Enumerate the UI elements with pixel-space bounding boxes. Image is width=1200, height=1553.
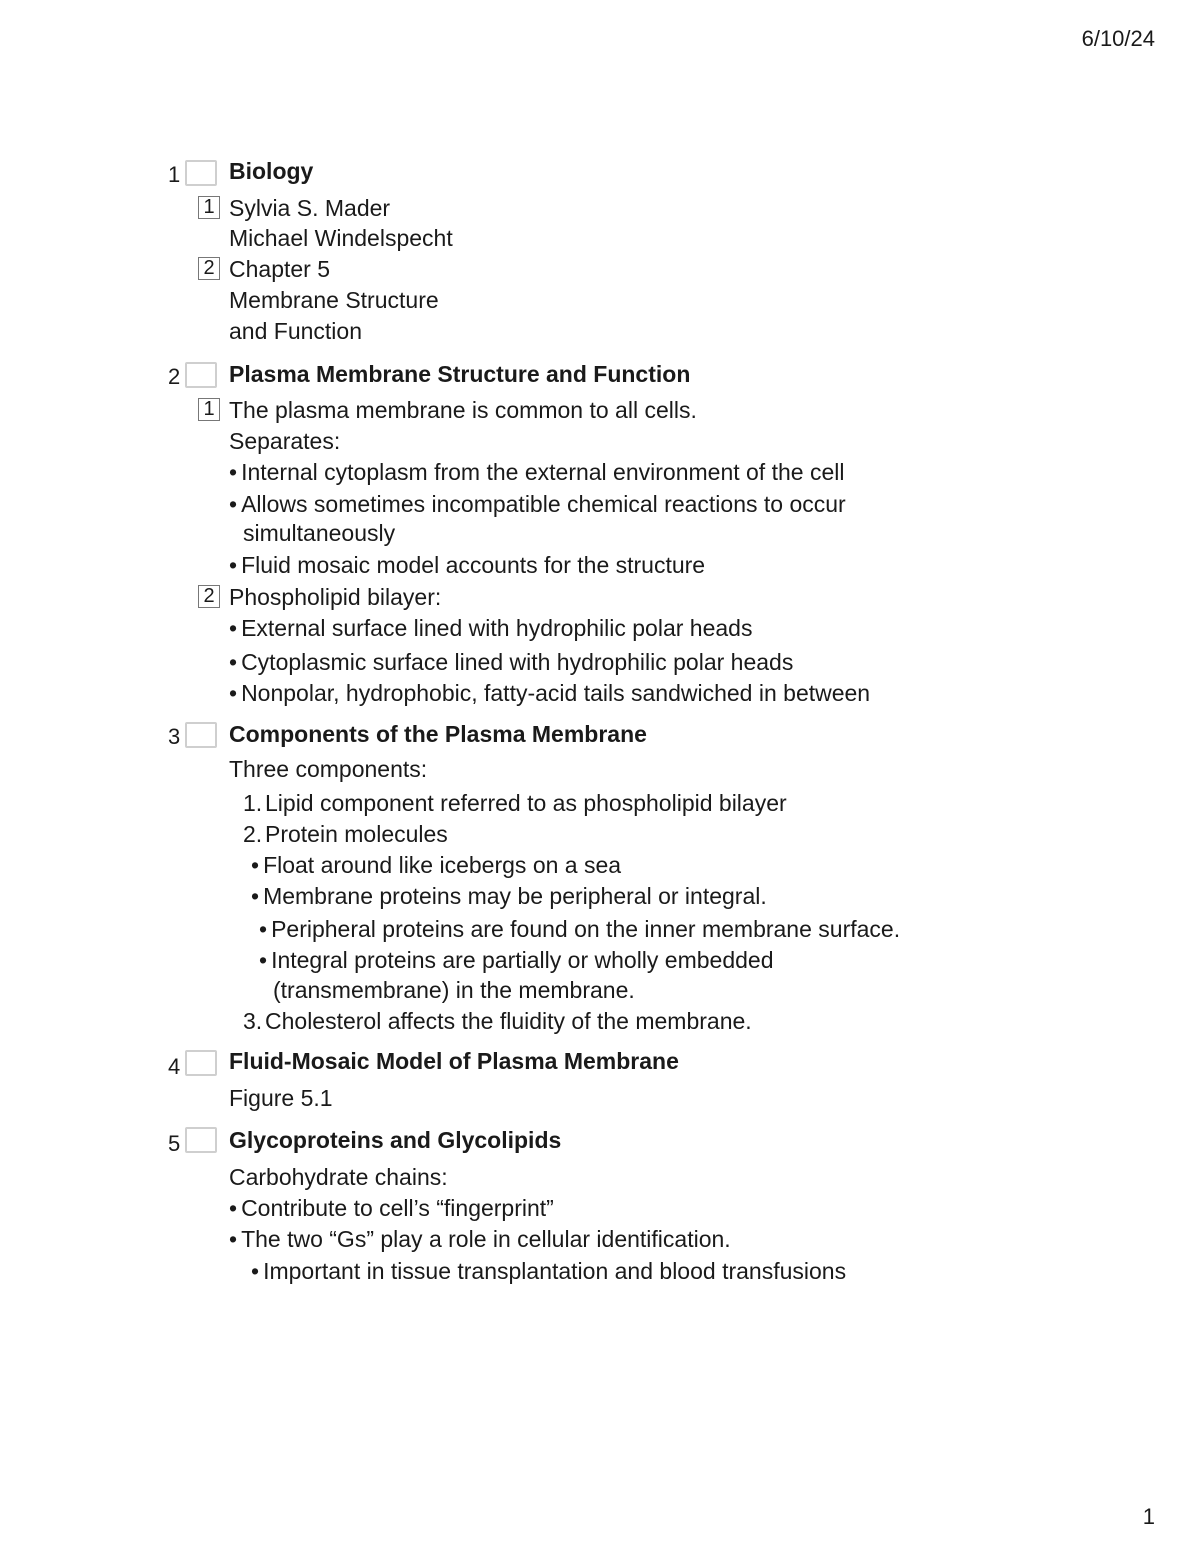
text-line: Carbohydrate chains: (229, 1164, 448, 1190)
section-title: Plasma Membrane Structure and Function (229, 361, 691, 387)
text-line: Membrane Structure (229, 287, 439, 313)
bullet-line: • Peripheral proteins are found on the inner membrane surface. (259, 916, 900, 943)
text-line: Figure 5.1 (229, 1085, 333, 1111)
section-number: 5 (168, 1131, 181, 1156)
bullet-line: • Cytoplasmic surface lined with hydrophilic polar heads (229, 649, 793, 676)
bullet-line: • Internal cytoplasm from the external environment of the cell (229, 459, 844, 486)
text-line: simultaneously (243, 520, 396, 546)
text-line: Phospholipid bilayer: (229, 584, 442, 610)
text-line: Sylvia S. Mader (229, 195, 391, 221)
text-line: Separates: (229, 428, 341, 454)
bullet-line: • The two “Gs” play a role in cellular identification. (229, 1226, 731, 1253)
bullet-line: • Nonpolar, hydrophobic, fatty-acid tails sandwiched in between (229, 680, 870, 707)
section-title: Biology (229, 158, 314, 184)
section-title: Fluid-Mosaic Model of Plasma Membrane (229, 1048, 679, 1074)
text-line: and Function (229, 318, 362, 344)
bullet-line: • Integral proteins are partially or wholly embedded (259, 947, 774, 974)
bullet-line: • Float around like icebergs on a sea (251, 852, 621, 879)
sub-number-box: 1 (198, 196, 220, 219)
text-line: Michael Windelspecht (229, 225, 453, 251)
slide-thumbnail-box (185, 362, 217, 388)
bullet-line: • Contribute to cell’s “fingerprint” (229, 1195, 554, 1222)
section-number: 1 (168, 162, 181, 187)
bullet-line: • Fluid mosaic model accounts for the structure (229, 552, 705, 579)
section-number: 2 (168, 364, 181, 389)
bullet-line: • Allows sometimes incompatible chemical reactions to occur (229, 491, 846, 518)
text-line: Three components: (229, 756, 428, 782)
section-number: 3 (168, 724, 181, 749)
text-line: (transmembrane) in the membrane. (273, 977, 635, 1003)
section-title: Components of the Plasma Membrane (229, 721, 647, 747)
slide-thumbnail-box (185, 160, 217, 186)
section-number: 4 (168, 1054, 181, 1079)
text-line: The plasma membrane is common to all cells. (229, 397, 697, 423)
sub-number-box: 2 (198, 257, 220, 280)
sub-number-box: 1 (198, 398, 220, 421)
slide-thumbnail-box (185, 722, 217, 748)
list-number: 1. (243, 790, 263, 816)
section-title: Glycoproteins and Glycolipids (229, 1127, 562, 1153)
sub-number-box: 2 (198, 585, 220, 608)
list-number: 2. (243, 821, 263, 847)
text-line: Cholesterol affects the fluidity of the membrane. (265, 1008, 752, 1034)
page-number: 1 (1142, 1504, 1155, 1529)
document-date: 6/10/24 (1081, 26, 1155, 51)
text-line: Lipid component referred to as phospholipid bilayer (265, 790, 787, 816)
text-line: Chapter 5 (229, 256, 331, 282)
slide-thumbnail-box (185, 1127, 217, 1153)
bullet-line: • Important in tissue transplantation and blood transfusions (251, 1258, 846, 1285)
list-number: 3. (243, 1008, 263, 1034)
bullet-line: • External surface lined with hydrophilic polar heads (229, 615, 752, 642)
bullet-line: • Membrane proteins may be peripheral or integral. (251, 883, 767, 910)
text-line: Protein molecules (265, 821, 448, 847)
slide-thumbnail-box (185, 1050, 217, 1076)
